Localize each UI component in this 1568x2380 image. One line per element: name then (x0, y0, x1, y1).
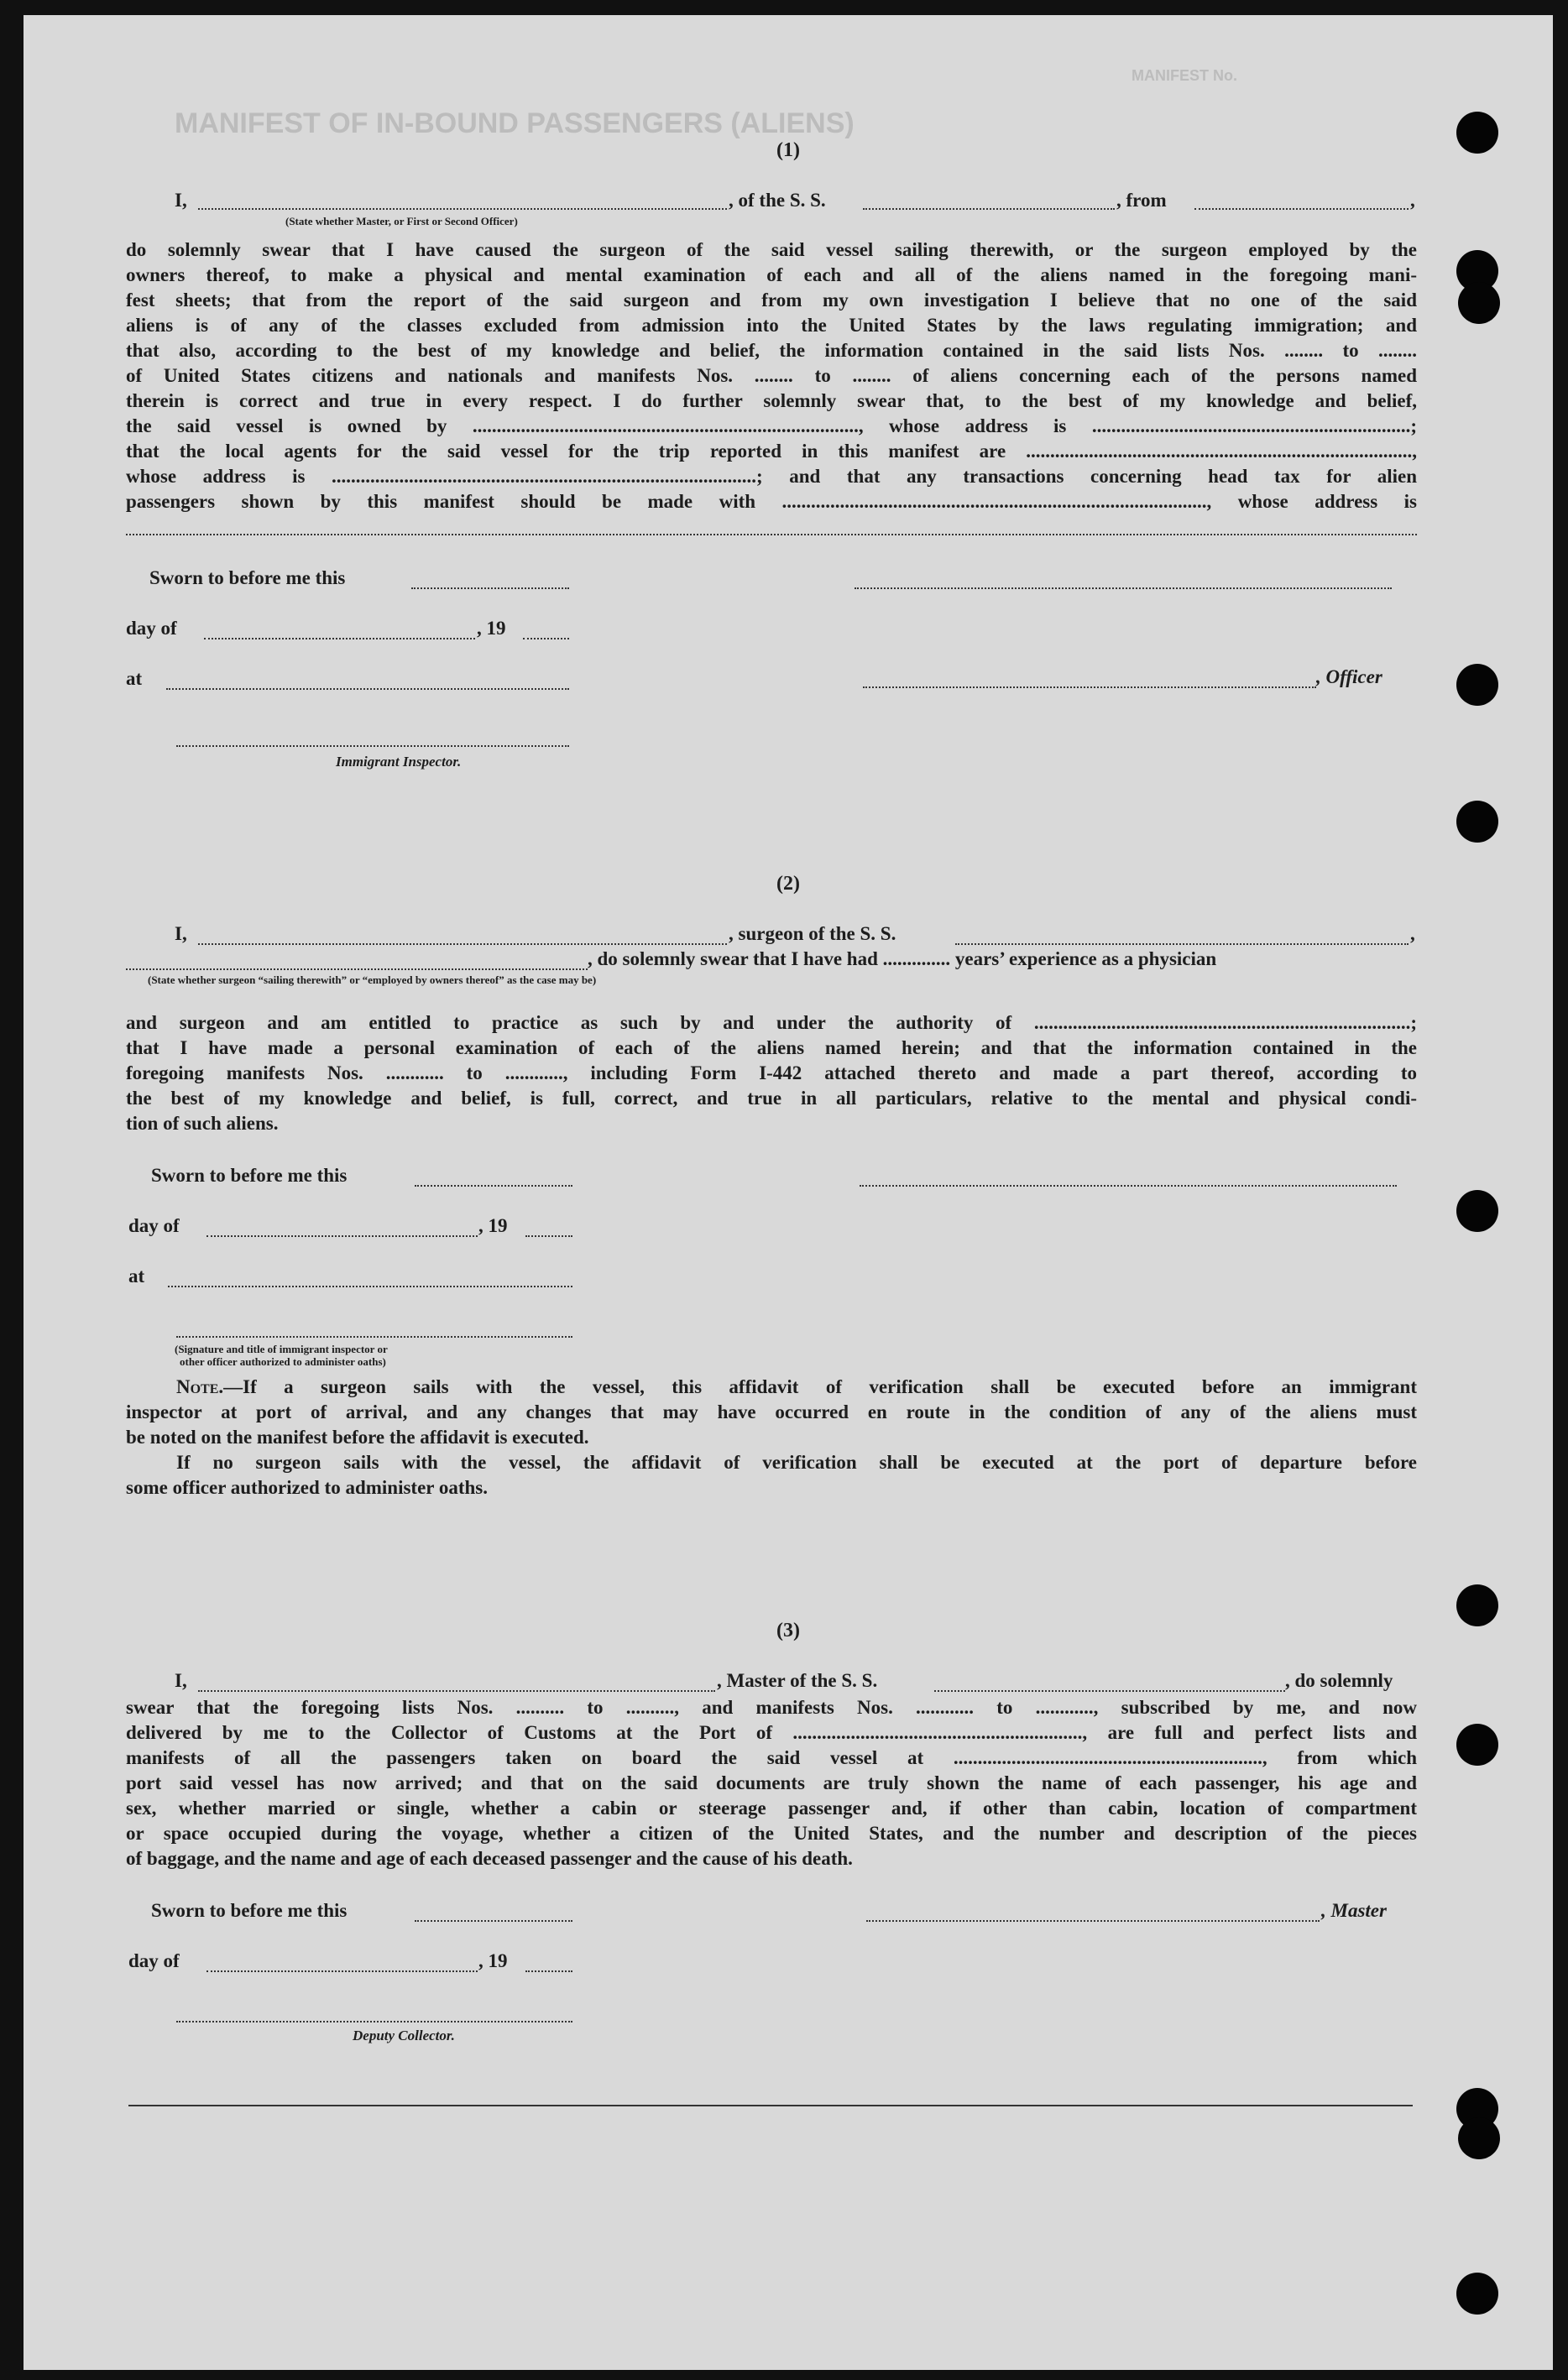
sec1-line-11: passengers shown by this manifest should be made with ........................................................................................, whose address is (126, 491, 1417, 512)
sec3-line-4: manifests of all the passengers taken on board the said vessel at ................................................................, from which (126, 1747, 1417, 1768)
sec2-surgeon-blank (198, 943, 727, 945)
sec3-master-sig-blank (866, 1920, 1320, 1922)
sec3-master-of: , Master of the S. S. (717, 1670, 878, 1691)
sec1-from: , from (1116, 190, 1167, 211)
sec1-line-8: the said vessel is owned by ................................................................................, whose address is ..................................................................; (126, 415, 1417, 436)
sec1-year-blank (523, 638, 569, 639)
sec2-signature-blank (860, 1185, 1397, 1187)
bleedthrough-small: MANIFEST No. (1132, 67, 1237, 84)
sec2-inspector-blank (176, 1336, 572, 1338)
sec1-address-blank (126, 534, 1417, 535)
sec3-master-label: , Master (1321, 1900, 1387, 1921)
sec3-dayof: day of (128, 1950, 180, 1971)
sec1-sworn-blank (411, 587, 569, 589)
sec1-vessel-blank (863, 208, 1115, 210)
sec3-line-8: of baggage, and the name and age of each deceased passenger and the cause of his death. (126, 1848, 853, 1869)
sec3-collector-blank (176, 2021, 572, 2022)
sec2-line-3: and surgeon and am entitled to practice as such by and under the authority of ..............................................................................; (126, 1012, 1417, 1033)
sec2-note2-line-1: If no surgeon sails with the vessel, the affidavit of verification shall be executed at the port of departure before (176, 1452, 1417, 1473)
sec3-year-blank (525, 1970, 572, 1972)
sec1-line-6: of United States citizens and nationals and manifests Nos. ........ to ........ of aliens concerning each of the persons named (126, 365, 1417, 386)
sec2-status-blank (126, 968, 588, 970)
sec1-sworn: Sworn to before me this (149, 567, 346, 588)
sec2-dayof-blank (206, 1235, 478, 1237)
sec3-master-blank (198, 1690, 715, 1692)
punch-hole-11 (1456, 2273, 1498, 2315)
sec1-comma: , (1410, 190, 1415, 211)
sec3-line-7: or space occupied during the voyage, whether a citizen of the United States, and the number and description of the pieces (126, 1823, 1417, 1844)
sec1-line-10: whose address is ........................................................................................; and that any transactions concerning head tax for alien (126, 466, 1417, 487)
sec1-from-blank (1194, 208, 1409, 210)
sec1-of-ss: , of the S. S. (729, 190, 826, 211)
sec2-note-line-2: inspector at port of arrival, and any changes that may have occurred en route in the condition of any of the aliens must (126, 1401, 1417, 1422)
sec3-sworn-blank (415, 1920, 572, 1922)
sec3-vessel-blank (934, 1690, 1285, 1692)
note-text-1: —If a surgeon sails with the vessel, this affidavit of verification shall be executed before an immigrant (223, 1376, 1417, 1397)
bottom-rule (128, 2105, 1413, 2106)
sec2-line-6: the best of my knowledge and belief, is full, correct, and true in all particulars, relative to the mental and physical condi- (126, 1088, 1417, 1109)
punch-hole-4 (1456, 664, 1498, 706)
sec3-solemnly: , do solemnly (1285, 1670, 1393, 1691)
sec1-line-1: do solemnly swear that I have caused the surgeon of the said vessel sailing therewith, or the surgeon employed by the (126, 239, 1417, 260)
sec1-i: I, (175, 190, 187, 211)
bleedthrough-title: MANIFEST OF IN-BOUND PASSENGERS (ALIENS) (175, 107, 855, 139)
sec2-line-4: that I have made a personal examination of each of the aliens named herein; and that the information contained in the (126, 1037, 1417, 1058)
sec3-dayof-blank (206, 1970, 478, 1972)
sec2-sig-caption-2: other officer authorized to administer oaths) (180, 1355, 386, 1368)
sec1-at: at (126, 668, 143, 689)
sec1-officer-blank (198, 208, 727, 210)
sec1-line-7: therein is correct and true in every respect. I do further solemnly swear that, to the best of my knowledge and belief, (126, 390, 1417, 411)
sec2-at-blank (168, 1286, 572, 1287)
sec1-dayof-blank (204, 638, 475, 639)
sec2-dayof: day of (128, 1215, 180, 1236)
sec2-note2-line-2: some officer authorized to administer oaths. (126, 1477, 488, 1498)
sec2-comma: , (1410, 923, 1415, 944)
sec1-inspector-blank (176, 745, 569, 747)
sec2-i: I, (175, 923, 187, 944)
note-label: Note. (176, 1376, 224, 1397)
sec2-note-line-1 (176, 1375, 1417, 1400)
sec3-i: I, (175, 1670, 187, 1691)
sec1-line-2: owners thereof, to make a physical and mental examination of each and all of the aliens named in the foregoing mani- (126, 264, 1417, 285)
sec1-line-5: that also, according to the best of my knowledge and belief, the information contained in the said lists Nos. ........ to ........ (126, 340, 1417, 361)
sec2-sig-caption-1: (Signature and title of immigrant inspector or (175, 1343, 388, 1355)
punch-hole-10 (1458, 2117, 1500, 2159)
sec1-officer-label: , Officer (1316, 666, 1382, 687)
sec2-year-blank (525, 1235, 572, 1237)
punch-hole-3 (1458, 282, 1500, 324)
sec2-line-5: foregoing manifests Nos. ............ to ............, including Form I-442 attached thereto and made a part thereof, according to (126, 1062, 1417, 1083)
sec2-line-7: tion of such aliens. (126, 1113, 279, 1134)
sec3-line-5: port said vessel has now arrived; and that on the said documents are truly shown the name of each passenger, his age and (126, 1772, 1417, 1793)
punch-hole-8 (1456, 1724, 1498, 1766)
sec3-19: , 19 (478, 1950, 508, 1971)
form-page (24, 15, 1553, 2370)
sec2-at: at (128, 1266, 145, 1287)
sec3-line-6: sex, whether married or single, whether a cabin or steerage passenger and, if other than cabin, location of compartment (126, 1798, 1417, 1819)
sec2-note-line-3: be noted on the manifest before the affidavit is executed. (126, 1427, 589, 1448)
section-2-number: (2) (776, 873, 800, 895)
sec2-line-2: , do solemnly swear that I have had .............. years’ experience as a physician (588, 948, 1217, 969)
sec1-line-4: aliens is of any of the classes excluded from admission into the United States by the laws regulating immigration; and (126, 315, 1417, 336)
sec1-dayof: day of (126, 618, 177, 639)
punch-hole-5 (1456, 801, 1498, 843)
sec2-19: , 19 (478, 1215, 508, 1236)
punch-hole-6 (1456, 1190, 1498, 1232)
sec1-officer-sig-blank (863, 686, 1316, 688)
sec2-sworn: Sworn to before me this (151, 1165, 348, 1186)
sec3-line-3: delivered by me to the Collector of Customs at the Port of ............................................................, are full and perfect lists and (126, 1722, 1417, 1743)
sec1-line-9: that the local agents for the said vessel for the trip reported in this manifest are ................................................................................, (126, 441, 1417, 462)
sec3-sworn: Sworn to before me this (151, 1900, 348, 1921)
sec2-status-caption: (State whether surgeon “sailing therewith” or “employed by owners thereof” as the case may be) (148, 973, 597, 986)
sec1-line-3: fest sheets; that from the report of the said surgeon and from my own investigation I believe that no one of the said (126, 290, 1417, 311)
sec2-sworn-blank (415, 1185, 572, 1187)
sec1-officer-caption: (State whether Master, or First or Second Officer) (285, 215, 518, 227)
sec3-line-2: swear that the foregoing lists Nos. .......... to .........., and manifests Nos. ............ to ............, subscribed by me, and now (126, 1697, 1417, 1718)
sec2-vessel-blank (955, 943, 1409, 945)
sec1-at-blank (166, 688, 569, 690)
section-3-number: (3) (776, 1620, 800, 1641)
sec1-signature-blank (855, 587, 1392, 589)
sec2-surgeon-of: , surgeon of the S. S. (729, 923, 896, 944)
sec1-inspector-caption: Immigrant Inspector. (336, 754, 462, 770)
section-1-number: (1) (776, 139, 800, 161)
sec3-collector-caption: Deputy Collector. (353, 2028, 455, 2043)
sec1-19: , 19 (477, 618, 506, 639)
